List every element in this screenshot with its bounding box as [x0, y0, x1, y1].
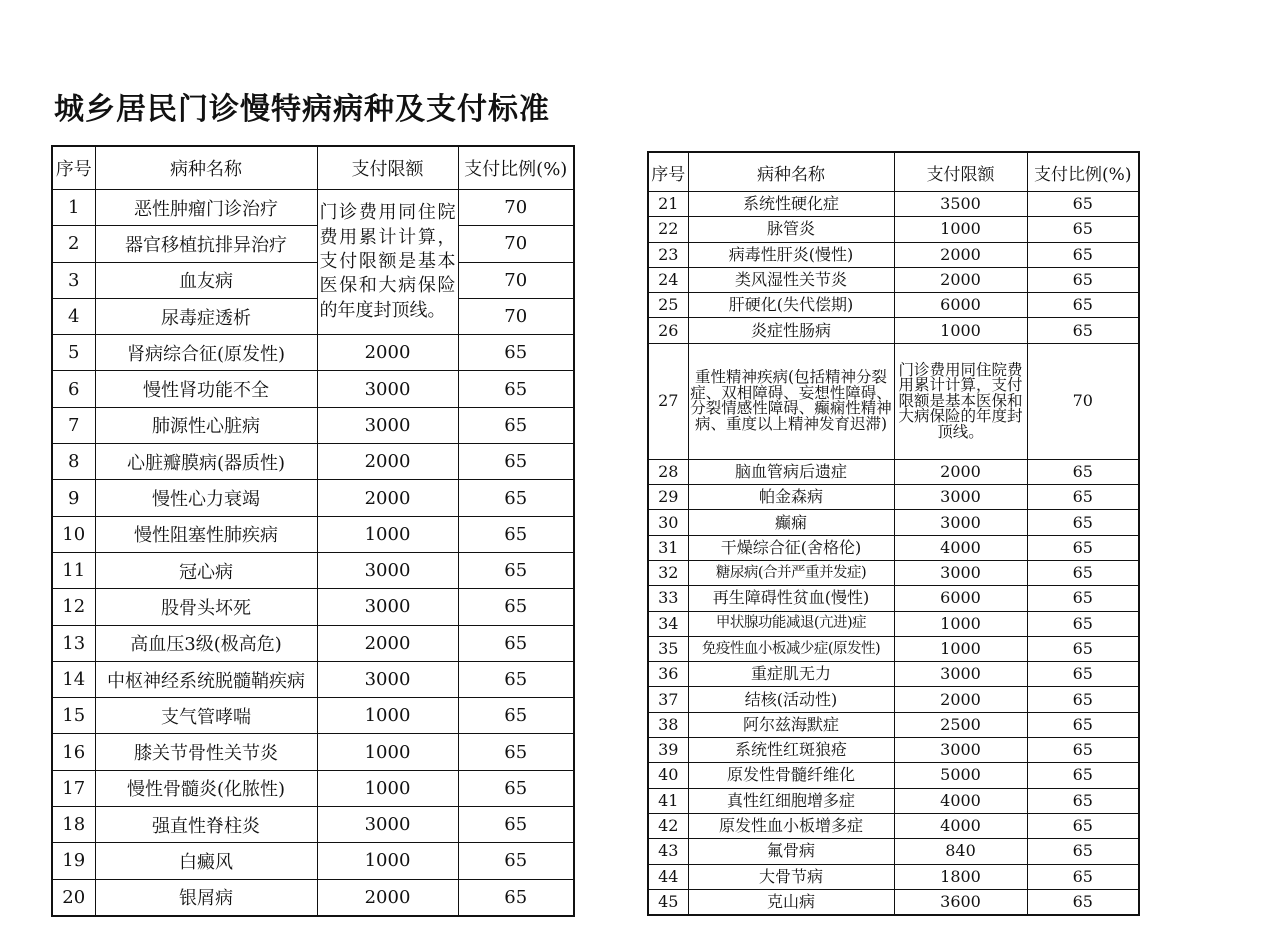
disease-name: 炎症性肠病: [688, 318, 894, 343]
row-number: 39: [648, 738, 688, 763]
payment-limit: 3000: [317, 407, 458, 443]
disease-name: 心脏瓣膜病(器质性): [95, 444, 317, 480]
disease-name: 类风湿性关节炎: [688, 267, 894, 292]
disease-name: 高血压3级(极高危): [95, 625, 317, 661]
disease-name: 肾病综合征(原发性): [95, 335, 317, 371]
table-row: [52, 625, 574, 661]
row-number: 7: [52, 407, 95, 443]
row-number: 26: [648, 318, 688, 343]
table-row: [52, 879, 574, 916]
disease-name: 器官移植抗排异治疗: [95, 226, 317, 262]
payment-limit: 4000: [894, 813, 1027, 838]
row-number: 21: [648, 192, 688, 217]
payment-ratio: 65: [458, 843, 574, 879]
table-row: [648, 535, 1139, 560]
payment-ratio: 65: [1027, 560, 1139, 585]
payment-limit: 3000: [894, 662, 1027, 687]
disease-name: 脉管炎: [688, 217, 894, 242]
disease-name: 支气管哮喘: [95, 698, 317, 734]
payment-ratio: 65: [1027, 611, 1139, 636]
table-row: [648, 192, 1139, 217]
payment-limit: 2000: [894, 459, 1027, 484]
row-number: 35: [648, 636, 688, 661]
table-row: [648, 763, 1139, 788]
row-number: 2: [52, 226, 95, 262]
disease-name: 大骨节病: [688, 864, 894, 889]
payment-ratio: 65: [1027, 586, 1139, 611]
row-number: 43: [648, 839, 688, 864]
disease-name: 克山病: [688, 889, 894, 915]
disease-name: 结核(活动性): [688, 687, 894, 712]
table-row: [648, 889, 1139, 915]
table-row: [52, 843, 574, 879]
table-row: [648, 712, 1139, 737]
row-number: 31: [648, 535, 688, 560]
header-row: [648, 152, 1139, 192]
table-row: [648, 738, 1139, 763]
table-row: [648, 242, 1139, 267]
payment-limit: 840: [894, 839, 1027, 864]
row-number: 33: [648, 586, 688, 611]
payment-limit: 3000: [894, 560, 1027, 585]
disease-name: 重性精神疾病(包括精神分裂症、双相障碍、妄想性障碍、分裂情感性障碍、癫痫性精神病、重度以上精神发育迟滞): [688, 343, 894, 459]
disease-name: 尿毒症透析: [95, 298, 317, 334]
payment-ratio: 65: [458, 589, 574, 625]
table-row: [52, 335, 574, 371]
table-row: [648, 510, 1139, 535]
payment-ratio: 70: [1027, 343, 1139, 459]
payment-ratio: 65: [1027, 217, 1139, 242]
table-row: [52, 226, 574, 262]
payment-limit: 3500: [894, 192, 1027, 217]
disease-name: 慢性阻塞性肺疾病: [95, 516, 317, 552]
payment-limit: 1000: [317, 770, 458, 806]
row-number: 36: [648, 662, 688, 687]
payment-limit: 3000: [317, 661, 458, 697]
disease-name: 肺源性心脏病: [95, 407, 317, 443]
disease-name: 原发性骨髓纤维化: [688, 763, 894, 788]
payment-limit: 2000: [317, 335, 458, 371]
payment-ratio: 65: [458, 407, 574, 443]
payment-limit: 3000: [317, 552, 458, 588]
table-row: [52, 262, 574, 298]
row-number: 6: [52, 371, 95, 407]
payment-ratio: 65: [1027, 839, 1139, 864]
payment-limit: 2000: [317, 480, 458, 516]
row-number: 14: [52, 661, 95, 697]
right-table-body: [648, 192, 1139, 916]
row-number: 34: [648, 611, 688, 636]
shared-limit-note: 门诊费用同住院费用累计计算，支付限额是基本医保和大病保险的年度封顶线。: [317, 190, 458, 335]
header-no: 序号: [52, 146, 95, 190]
table-row: [52, 190, 574, 226]
table-row: [648, 611, 1139, 636]
row-number: 17: [52, 770, 95, 806]
header-ratio: 支付比例(%): [1027, 152, 1139, 192]
payment-limit: 1000: [894, 636, 1027, 661]
payment-ratio: 65: [1027, 738, 1139, 763]
payment-ratio: 65: [1027, 763, 1139, 788]
row-number: 10: [52, 516, 95, 552]
row-number: 32: [648, 560, 688, 585]
table-row: [648, 217, 1139, 242]
payment-limit: 2000: [317, 625, 458, 661]
disease-name: 重症肌无力: [688, 662, 894, 687]
payment-limit: 3600: [894, 889, 1027, 915]
right-table: [647, 151, 1140, 916]
row-number: 44: [648, 864, 688, 889]
payment-limit: 2000: [317, 444, 458, 480]
disease-name: 中枢神经系统脱髓鞘疾病: [95, 661, 317, 697]
row-number: 15: [52, 698, 95, 734]
row-number: 5: [52, 335, 95, 371]
header-ratio: 支付比例(%): [458, 146, 574, 190]
payment-limit: 1000: [894, 611, 1027, 636]
row-number: 8: [52, 444, 95, 480]
disease-name: 慢性肾功能不全: [95, 371, 317, 407]
header-limit: 支付限额: [317, 146, 458, 190]
payment-ratio: 65: [458, 698, 574, 734]
disease-name: 肝硬化(失代偿期): [688, 293, 894, 318]
payment-ratio: 65: [1027, 712, 1139, 737]
payment-ratio: 65: [1027, 485, 1139, 510]
row-number: 18: [52, 807, 95, 843]
payment-ratio: 65: [1027, 192, 1139, 217]
disease-name: 再生障碍性贫血(慢性): [688, 586, 894, 611]
payment-ratio: 65: [458, 444, 574, 480]
row-number: 1: [52, 190, 95, 226]
payment-limit: 5000: [894, 763, 1027, 788]
row-number: 28: [648, 459, 688, 484]
payment-ratio: 65: [458, 371, 574, 407]
payment-limit: 1000: [317, 698, 458, 734]
table-row: [52, 298, 574, 334]
row-number: 25: [648, 293, 688, 318]
table-row: [648, 459, 1139, 484]
table-row: [648, 318, 1139, 343]
payment-ratio: 70: [458, 226, 574, 262]
disease-name: 膝关节骨性关节炎: [95, 734, 317, 770]
table-row: [648, 813, 1139, 838]
row-number: 45: [648, 889, 688, 915]
disease-name: 白癜风: [95, 843, 317, 879]
disease-name: 帕金森病: [688, 485, 894, 510]
payment-limit: 6000: [894, 586, 1027, 611]
left-table: [51, 145, 575, 917]
disease-name: 真性红细胞增多症: [688, 788, 894, 813]
payment-ratio: 65: [1027, 813, 1139, 838]
payment-ratio: 70: [458, 190, 574, 226]
table-row: [648, 864, 1139, 889]
table-row: [648, 267, 1139, 292]
disease-name: 脑血管病后遗症: [688, 459, 894, 484]
payment-limit: 2000: [894, 687, 1027, 712]
row-number: 29: [648, 485, 688, 510]
payment-ratio: 65: [1027, 662, 1139, 687]
row-number: 41: [648, 788, 688, 813]
payment-limit: 1000: [317, 843, 458, 879]
disease-name: 氟骨病: [688, 839, 894, 864]
row-number: 16: [52, 734, 95, 770]
payment-ratio: 70: [458, 298, 574, 334]
disease-name: 糖尿病(合并严重并发症): [688, 560, 894, 585]
table-row: [648, 662, 1139, 687]
payment-limit: 3000: [317, 371, 458, 407]
disease-name: 癫痫: [688, 510, 894, 535]
table-row: [52, 589, 574, 625]
row-number: 12: [52, 589, 95, 625]
payment-limit: 2000: [894, 242, 1027, 267]
disease-name: 冠心病: [95, 552, 317, 588]
table-row: [52, 371, 574, 407]
header-name: 病种名称: [95, 146, 317, 190]
payment-ratio: 65: [1027, 788, 1139, 813]
disease-name: 强直性脊柱炎: [95, 807, 317, 843]
payment-ratio: 65: [1027, 636, 1139, 661]
table-row: [52, 444, 574, 480]
table-row: [52, 516, 574, 552]
payment-ratio: 65: [458, 552, 574, 588]
payment-ratio: 65: [458, 480, 574, 516]
row-number: 22: [648, 217, 688, 242]
payment-ratio: 65: [1027, 267, 1139, 292]
payment-limit: 3000: [317, 589, 458, 625]
payment-limit: 1800: [894, 864, 1027, 889]
disease-name: 慢性骨髓炎(化脓性): [95, 770, 317, 806]
row-number: 11: [52, 552, 95, 588]
payment-limit: 3000: [894, 510, 1027, 535]
row-number: 4: [52, 298, 95, 334]
disease-name: 免疫性血小板减少症(原发性): [688, 636, 894, 661]
payment-limit: 1000: [894, 318, 1027, 343]
payment-limit: 3000: [317, 807, 458, 843]
payment-limit: 6000: [894, 293, 1027, 318]
disease-name: 银屑病: [95, 879, 317, 916]
row-number: 9: [52, 480, 95, 516]
header-no: 序号: [648, 152, 688, 192]
disease-name: 股骨头坏死: [95, 589, 317, 625]
payment-limit: 4000: [894, 535, 1027, 560]
row-number: 13: [52, 625, 95, 661]
payment-ratio: 65: [1027, 535, 1139, 560]
table-row: [648, 788, 1139, 813]
table-row: [648, 343, 1139, 459]
table-row: [52, 734, 574, 770]
row-number: 38: [648, 712, 688, 737]
table-row: [52, 661, 574, 697]
payment-ratio: 65: [458, 335, 574, 371]
payment-ratio: 65: [458, 879, 574, 916]
disease-name: 阿尔兹海默症: [688, 712, 894, 737]
payment-ratio: 70: [458, 262, 574, 298]
payment-limit: 2500: [894, 712, 1027, 737]
disease-name: 恶性肿瘤门诊治疗: [95, 190, 317, 226]
payment-limit: 3000: [894, 485, 1027, 510]
row-number: 27: [648, 343, 688, 459]
disease-name: 系统性硬化症: [688, 192, 894, 217]
payment-ratio: 65: [458, 516, 574, 552]
payment-ratio: 65: [458, 770, 574, 806]
payment-ratio: 65: [458, 625, 574, 661]
header-row: [52, 146, 574, 190]
payment-limit: 1000: [894, 217, 1027, 242]
left-table-body: [52, 190, 574, 916]
table-row: [648, 586, 1139, 611]
disease-name: 系统性红斑狼疮: [688, 738, 894, 763]
row-number: 20: [52, 879, 95, 916]
payment-ratio: 65: [1027, 459, 1139, 484]
table-row: [648, 293, 1139, 318]
table-row: [648, 839, 1139, 864]
payment-ratio: 65: [1027, 318, 1139, 343]
header-name: 病种名称: [688, 152, 894, 192]
disease-name: 慢性心力衰竭: [95, 480, 317, 516]
table-row: [648, 485, 1139, 510]
row-number: 37: [648, 687, 688, 712]
disease-name: 干燥综合征(舍格伦): [688, 535, 894, 560]
payment-ratio: 65: [1027, 510, 1139, 535]
table-row: [648, 560, 1139, 585]
row-number: 42: [648, 813, 688, 838]
payment-limit: 1000: [317, 516, 458, 552]
payment-limit: 1000: [317, 734, 458, 770]
page-title: 城乡居民门诊慢特病病种及支付标准: [54, 92, 550, 127]
payment-ratio: 65: [458, 661, 574, 697]
payment-limit: 4000: [894, 788, 1027, 813]
row-number: 24: [648, 267, 688, 292]
disease-name: 血友病: [95, 262, 317, 298]
table-row: [52, 770, 574, 806]
table-row: [52, 552, 574, 588]
payment-limit: 3000: [894, 738, 1027, 763]
payment-ratio: 65: [1027, 242, 1139, 267]
payment-limit: 门诊费用同住院费用累计计算，支付限额是基本医保和大病保险的年度封顶线。: [894, 343, 1027, 459]
row-number: 23: [648, 242, 688, 267]
payment-ratio: 65: [1027, 864, 1139, 889]
row-number: 3: [52, 262, 95, 298]
table-row: [52, 807, 574, 843]
table-row: [52, 407, 574, 443]
disease-name: 甲状腺功能减退(亢进)症: [688, 611, 894, 636]
row-number: 40: [648, 763, 688, 788]
header-limit: 支付限额: [894, 152, 1027, 192]
row-number: 19: [52, 843, 95, 879]
disease-name: 原发性血小板增多症: [688, 813, 894, 838]
row-number: 30: [648, 510, 688, 535]
table-row: [648, 636, 1139, 661]
table-row: [52, 698, 574, 734]
payment-limit: 2000: [317, 879, 458, 916]
table-row: [52, 480, 574, 516]
payment-limit: 2000: [894, 267, 1027, 292]
payment-ratio: 65: [1027, 889, 1139, 915]
payment-ratio: 65: [1027, 687, 1139, 712]
table-row: [648, 687, 1139, 712]
payment-ratio: 65: [1027, 293, 1139, 318]
payment-ratio: 65: [458, 734, 574, 770]
payment-ratio: 65: [458, 807, 574, 843]
disease-name: 病毒性肝炎(慢性): [688, 242, 894, 267]
